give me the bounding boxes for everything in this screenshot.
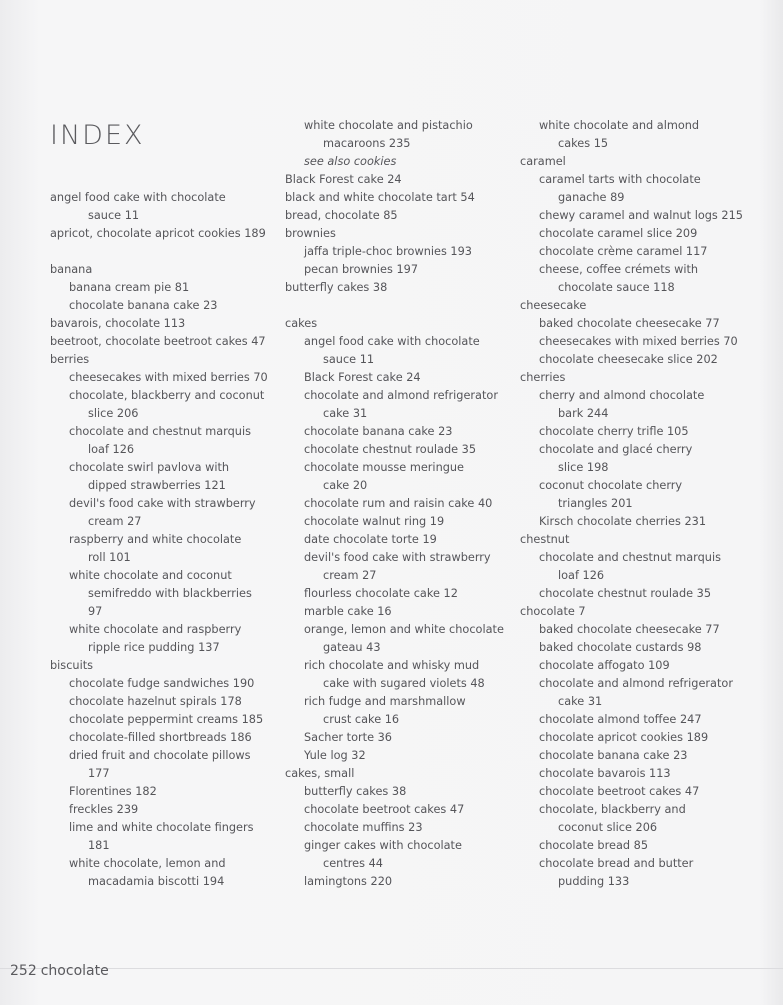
index-entry: freckles 239 bbox=[69, 803, 139, 816]
index-entry: chocolate and chestnut marquis bbox=[539, 551, 721, 564]
index-entry-continuation: dipped strawberries 121 bbox=[88, 479, 226, 492]
index-heading: biscuits bbox=[50, 659, 94, 672]
index-column-2 bbox=[285, 117, 515, 891]
index-entry: chocolate banana cake 23 bbox=[304, 425, 453, 438]
spacer bbox=[50, 153, 280, 171]
index-entry: chocolate beetroot cakes 47 bbox=[304, 803, 465, 816]
index-entry: chocolate muffins 23 bbox=[304, 821, 423, 834]
index-entry: flourless chocolate cake 12 bbox=[304, 587, 458, 600]
index-entry-continuation: semifreddo with blackberries bbox=[88, 587, 252, 600]
index-entry: devil's food cake with strawberry bbox=[304, 551, 491, 564]
index-entry: chocolate fudge sandwiches 190 bbox=[69, 677, 255, 690]
index-entry: chocolate almond toffee 247 bbox=[539, 713, 702, 726]
index-entry-continuation: centres 44 bbox=[323, 857, 383, 870]
index-entry-continuation: ripple rice pudding 137 bbox=[88, 641, 220, 654]
index-entry: chocolate and chestnut marquis bbox=[69, 425, 251, 438]
index-entry: Florentines 182 bbox=[69, 785, 157, 798]
index-entry: raspberry and white chocolate bbox=[69, 533, 242, 546]
index-entry: chocolate-filled shortbreads 186 bbox=[69, 731, 252, 744]
index-entry: chocolate banana cake 23 bbox=[69, 299, 218, 312]
index-heading: Black Forest cake 24 bbox=[285, 173, 402, 186]
index-entry: white chocolate and raspberry bbox=[69, 623, 242, 636]
index-heading: banana bbox=[50, 263, 93, 276]
index-entry-continuation: 97 bbox=[88, 605, 103, 618]
index-entry: Kirsch chocolate cherries 231 bbox=[539, 515, 707, 528]
index-entry: cheese, coffee crémets with bbox=[539, 263, 699, 276]
index-entry: butterfly cakes 38 bbox=[304, 785, 407, 798]
index-entry-continuation: cakes 15 bbox=[558, 137, 609, 150]
index-entry: chocolate cherry trifle 105 bbox=[539, 425, 689, 438]
index-heading: chocolate 7 bbox=[520, 605, 586, 618]
index-entry: see also cookies bbox=[304, 155, 397, 168]
index-entry-continuation: gateau 43 bbox=[323, 641, 381, 654]
spacer bbox=[50, 243, 280, 261]
index-entry: chocolate bavarois 113 bbox=[539, 767, 671, 780]
index-entry: dried fruit and chocolate pillows bbox=[69, 749, 251, 762]
spacer bbox=[285, 297, 515, 315]
index-entry: chocolate rum and raisin cake 40 bbox=[304, 497, 493, 510]
index-heading: berries bbox=[50, 353, 90, 366]
index-entry: chocolate swirl pavlova with bbox=[69, 461, 230, 474]
index-entry: baked chocolate cheesecake 77 bbox=[539, 623, 720, 636]
index-entry: rich chocolate and whisky mud bbox=[304, 659, 480, 672]
index-entry-continuation: pudding 133 bbox=[558, 875, 630, 888]
index-entry-continuation: ganache 89 bbox=[558, 191, 625, 204]
index-entry: chocolate hazelnut spirals 178 bbox=[69, 695, 242, 708]
index-entry: devil's food cake with strawberry bbox=[69, 497, 256, 510]
index-entry: rich fudge and marshmallow bbox=[304, 695, 466, 708]
index-heading: cherries bbox=[520, 371, 566, 384]
index-heading: bavarois, chocolate 113 bbox=[50, 317, 186, 330]
index-entry-continuation: cake 31 bbox=[558, 695, 603, 708]
index-entry: chocolate beetroot cakes 47 bbox=[539, 785, 700, 798]
spacer bbox=[50, 135, 280, 153]
index-entry: cheesecakes with mixed berries 70 bbox=[539, 335, 738, 348]
index-heading: angel food cake with chocolate bbox=[50, 191, 226, 204]
index-entry-continuation: loaf 126 bbox=[558, 569, 605, 582]
index-entry: chocolate walnut ring 19 bbox=[304, 515, 445, 528]
footer-rule bbox=[0, 968, 783, 969]
index-heading: beetroot, chocolate beetroot cakes 47 bbox=[50, 335, 266, 348]
index-entry: cheesecakes with mixed berries 70 bbox=[69, 371, 268, 384]
index-entry: lime and white chocolate fingers bbox=[69, 821, 254, 834]
index-entry-continuation: cream 27 bbox=[323, 569, 377, 582]
index-entry: chocolate, blackberry and bbox=[539, 803, 686, 816]
index-heading: cakes bbox=[285, 317, 318, 330]
index-entry: white chocolate, lemon and bbox=[69, 857, 226, 870]
page-title: INDEX bbox=[50, 120, 145, 151]
index-entry: chocolate bread 85 bbox=[539, 839, 649, 852]
page-footer bbox=[10, 963, 109, 979]
index-entry-continuation: cake 31 bbox=[323, 407, 368, 420]
index-entry: chocolate banana cake 23 bbox=[539, 749, 688, 762]
index-heading: black and white chocolate tart 54 bbox=[285, 191, 475, 204]
index-entry: chocolate apricot cookies 189 bbox=[539, 731, 709, 744]
index-entry: coconut chocolate cherry bbox=[539, 479, 683, 492]
index-entry: baked chocolate custards 98 bbox=[539, 641, 702, 654]
index-entry: marble cake 16 bbox=[304, 605, 392, 618]
index-entry: chocolate affogato 109 bbox=[539, 659, 670, 672]
index-entry: jaffa triple-choc brownies 193 bbox=[304, 245, 472, 258]
index-entry-continuation: crust cake 16 bbox=[323, 713, 400, 726]
index-entry-continuation: loaf 126 bbox=[88, 443, 135, 456]
index-entry: white chocolate and pistachio bbox=[304, 119, 473, 132]
index-entry-continuation: sauce 11 bbox=[88, 209, 140, 222]
index-entry: angel food cake with chocolate bbox=[304, 335, 480, 348]
index-heading: chestnut bbox=[520, 533, 570, 546]
index-entry: white chocolate and almond bbox=[539, 119, 700, 132]
index-entry: lamingtons 220 bbox=[304, 875, 393, 888]
index-entry-continuation: chocolate sauce 118 bbox=[558, 281, 675, 294]
index-heading: caramel bbox=[520, 155, 566, 168]
index-entry-continuation: roll 101 bbox=[88, 551, 131, 564]
index-heading: butterfly cakes 38 bbox=[285, 281, 388, 294]
index-entry: chewy caramel and walnut logs 215 bbox=[539, 209, 743, 222]
index-entry: chocolate chestnut roulade 35 bbox=[304, 443, 477, 456]
index-entry: caramel tarts with chocolate bbox=[539, 173, 701, 186]
index-entry-continuation: cake with sugared violets 48 bbox=[323, 677, 485, 690]
index-entry: chocolate peppermint creams 185 bbox=[69, 713, 264, 726]
index-heading: brownies bbox=[285, 227, 336, 240]
index-entry: Sacher torte 36 bbox=[304, 731, 392, 744]
index-entry: Yule log 32 bbox=[304, 749, 366, 762]
index-entry-continuation: 177 bbox=[88, 767, 110, 780]
index-entry: date chocolate torte 19 bbox=[304, 533, 437, 546]
index-heading: cakes, small bbox=[285, 767, 355, 780]
page-number: 252 bbox=[10, 963, 37, 979]
index-entry: Black Forest cake 24 bbox=[304, 371, 421, 384]
index-entry: chocolate and almond refrigerator bbox=[539, 677, 733, 690]
index-entry: chocolate and glacé cherry bbox=[539, 443, 693, 456]
index-entry: chocolate crème caramel 117 bbox=[539, 245, 708, 258]
index-entry-continuation: slice 206 bbox=[88, 407, 139, 420]
index-entry-continuation: cake 20 bbox=[323, 479, 368, 492]
index-entry-continuation: slice 198 bbox=[558, 461, 609, 474]
index-entry-continuation: macaroons 235 bbox=[323, 137, 411, 150]
index-column-1 bbox=[50, 117, 280, 891]
index-entry: baked chocolate cheesecake 77 bbox=[539, 317, 720, 330]
index-entry-continuation: cream 27 bbox=[88, 515, 142, 528]
index-entry: banana cream pie 81 bbox=[69, 281, 190, 294]
spacer bbox=[50, 117, 280, 135]
index-heading: apricot, chocolate apricot cookies 189 bbox=[50, 227, 266, 240]
index-entry: chocolate caramel slice 209 bbox=[539, 227, 698, 240]
index-heading: bread, chocolate 85 bbox=[285, 209, 398, 222]
index-entry: chocolate, blackberry and coconut bbox=[69, 389, 265, 402]
index-entry: chocolate bread and butter bbox=[539, 857, 694, 870]
index-column-3 bbox=[520, 117, 750, 891]
spacer bbox=[50, 171, 280, 189]
index-entry: pecan brownies 197 bbox=[304, 263, 419, 276]
index-entry: orange, lemon and white chocolate bbox=[304, 623, 504, 636]
section-name: chocolate bbox=[40, 963, 109, 979]
index-entry: chocolate and almond refrigerator bbox=[304, 389, 498, 402]
index-entry-continuation: triangles 201 bbox=[558, 497, 633, 510]
index-entry: ginger cakes with chocolate bbox=[304, 839, 462, 852]
index-heading: cheesecake bbox=[520, 299, 587, 312]
index-entry: white chocolate and coconut bbox=[69, 569, 232, 582]
index-entry-continuation: macadamia biscotti 194 bbox=[88, 875, 225, 888]
index-entry: chocolate chestnut roulade 35 bbox=[539, 587, 712, 600]
index-entry-continuation: sauce 11 bbox=[323, 353, 375, 366]
index-entry: chocolate mousse meringue bbox=[304, 461, 465, 474]
index-entry: cherry and almond chocolate bbox=[539, 389, 705, 402]
index-entry: chocolate cheesecake slice 202 bbox=[539, 353, 718, 366]
index-entry-continuation: 181 bbox=[88, 839, 110, 852]
index-entry-continuation: coconut slice 206 bbox=[558, 821, 658, 834]
index-entry-continuation: bark 244 bbox=[558, 407, 609, 420]
